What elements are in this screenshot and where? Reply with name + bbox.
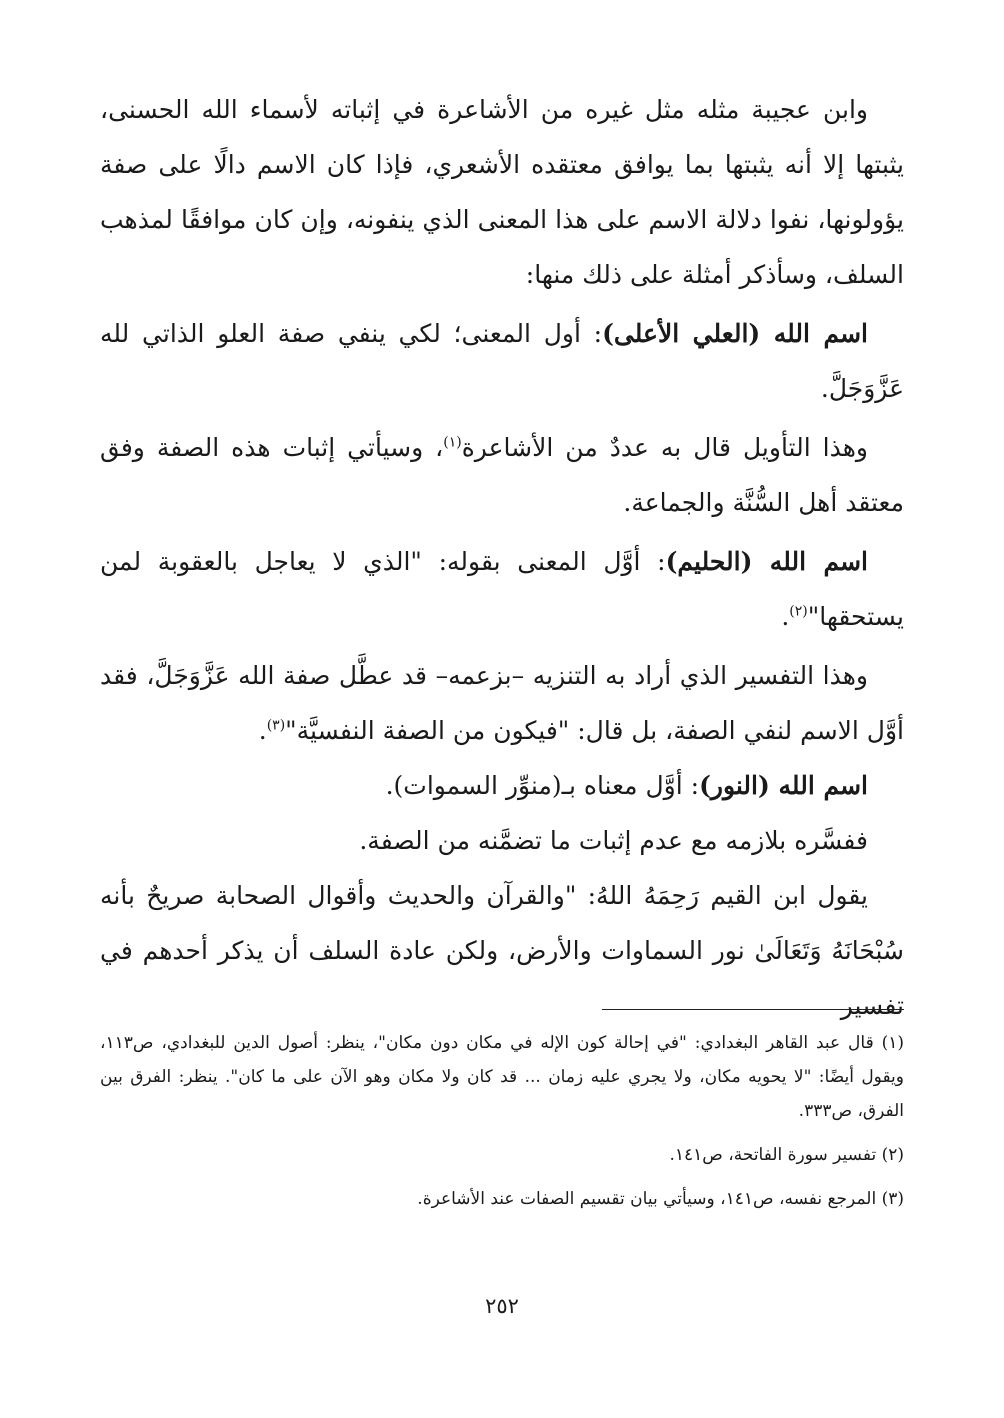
paragraph-intro: وابن عجيبة مثله مثل غيره من الأشاعرة في إثباته لأسماء الله الحسنى، يثبتها إلا أنه يثبتها بما يوافق معتقده الأشعري، فإذا كان الاسم دالًا على صفة يؤولونها، نفوا دلالة الاسم على هذا المعنى الذي ينفونه، وإن كان موافقًا لمذهب السلف، وسأذكر أمثلة على ذلك منها: — [100, 95, 904, 289]
paragraph-tawil — [100, 420, 904, 530]
text-tawil-a: وهذا التأويل قال به عددٌ من الأشاعرة — [461, 433, 868, 462]
paragraph-ibn-qayyim: يقول ابن القيم رَحِمَهُ اللهُ: "والقرآن والحديث وأقوال الصحابة صريحٌ بأنه سُبْحَانَهُ وَتَعَالَىٰ نور السماوات والأرض، ولكن عادة السلف أن يذكر أحدهم في تفسير — [100, 881, 904, 1020]
footnote-2: (٢) تفسير سورة الفاتحة، ص١٤١. — [669, 1145, 904, 1165]
page-number: ٢٥٢ — [485, 1294, 519, 1318]
text-al-halim-end: . — [781, 602, 790, 631]
text-tawil-b: ، وسيأتي إثبات هذه الصفة وفق معتقد أهل السُّنَّة والجماعة. — [100, 433, 904, 517]
text-al-ali: : أول المعنى؛ لكي ينفي صفة العلو الذاتي لله عَزَّوَجَلَّ. — [100, 319, 904, 403]
heading-an-nur: اسم الله (النور) — [699, 771, 868, 800]
paragraph-tanzih — [100, 648, 904, 758]
heading-al-halim: اسم الله (الحليم) — [665, 547, 868, 576]
text-tanzih: وهذا التفسير الذي أراد به التنزيه –بزعمه– قد عطَّل صفة الله عَزَّوَجَلَّ، فقد أوَّل الاسم لنفي الصفة، بل قال: "فيكون من الصفة النفسيَّة" — [100, 661, 904, 745]
text-tanzih-end: . — [258, 716, 267, 745]
paragraph-an-nur — [100, 758, 904, 813]
heading-al-ali: اسم الله (العلي الأعلى) — [602, 319, 868, 348]
main-text — [100, 82, 904, 1033]
footnote-ref-3[interactable]: (٣) — [266, 717, 286, 734]
footnote-3: (٣) المرجع نفسه، ص١٤١، وسيأتي بيان تقسيم الصفات عند الأشاعرة. — [417, 1189, 904, 1209]
text-al-halim: : أوَّل المعنى بقوله: "الذي لا يعاجل بالعقوبة لمن يستحقها" — [100, 547, 904, 631]
footnote-1: (١) قال عبد القاهر البغدادي: "في إحالة كون الإله في مكان دون مكان"، ينظر: أصول الدين للبغدادي، ص١١٣، ويقول أيضًا: "لا يحويه مكان، ولا يجري عليه زمان ... قد كان ولا مكان وهو الآن على ما كان". ينظر: الفرق بين الفرق، ص٣٣٣. — [100, 1033, 904, 1121]
paragraph-al-ali — [100, 306, 904, 416]
text-an-nur: : أوَّل معناه بـ(منوِّر السموات). — [385, 771, 700, 800]
footnote-ref-2[interactable]: (٢) — [789, 603, 808, 620]
paragraph-tafsir: ففسَّره بلازمه مع عدم إثبات ما تضمَّنه من الصفة. — [359, 826, 868, 855]
footnote-divider — [602, 1009, 904, 1010]
footnote-ref-1[interactable]: (١) — [443, 434, 462, 451]
footnotes — [100, 1026, 904, 1216]
paragraph-al-halim — [100, 534, 904, 644]
